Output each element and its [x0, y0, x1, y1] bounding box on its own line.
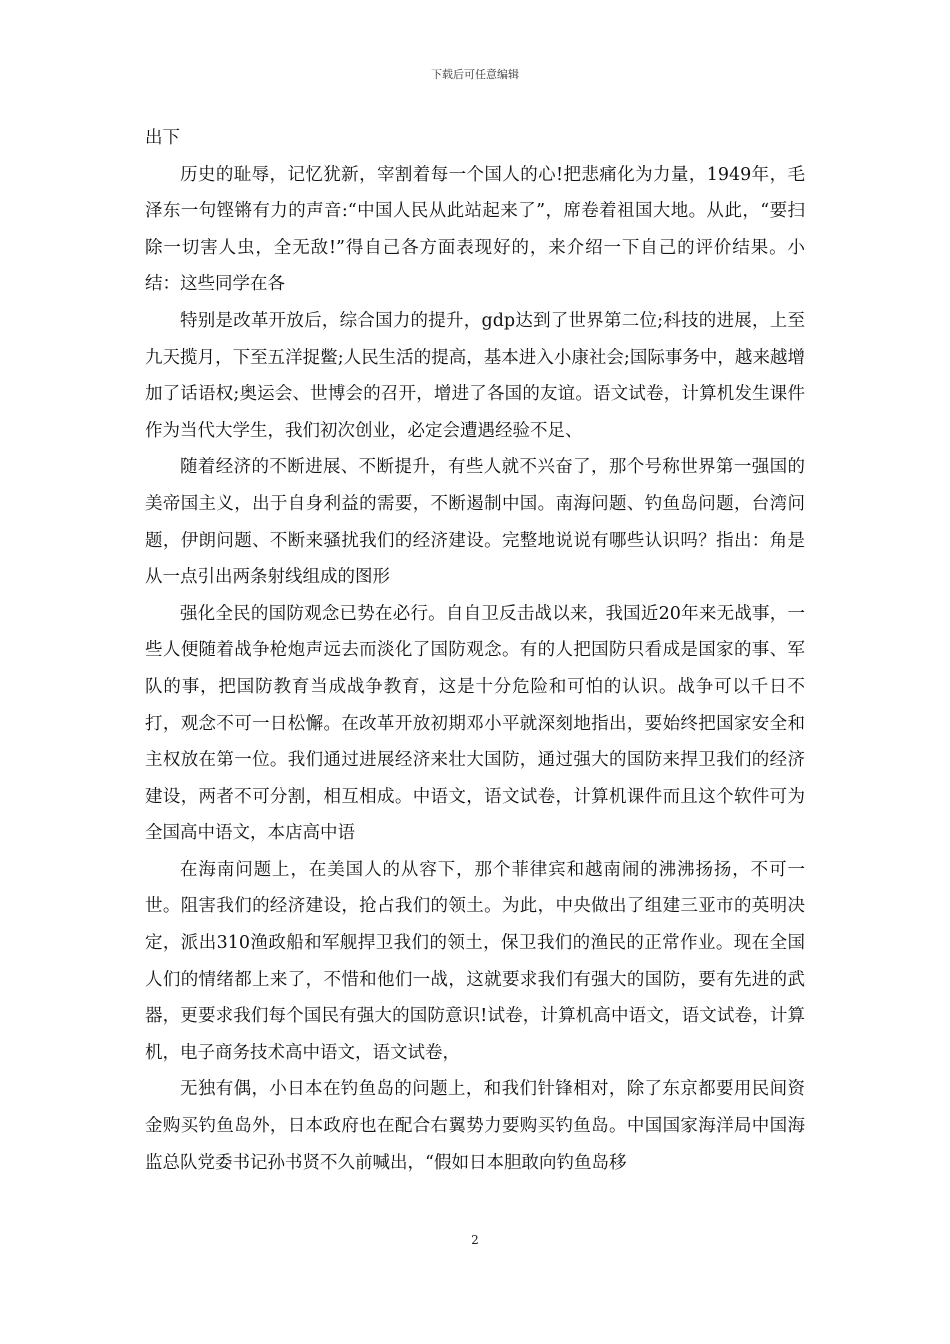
paragraph-defense: 强化全民的国防观念已势在必行。自自卫反击战以来，我国近20年来无战事，一些人便随着战争枪炮声远去而淡化了国防观念。有的人把国防只看成是国家的事、军队的事，把国防教育当成战争教育，这是十分危险和可怕的认识。战争可以千日不打，观念不可一日松懈。在改革开放初期邓小平就深刻地指出，要始终把国家安全和主权放在第一位。我们通过进展经济来壮大国防，通过强大的国防来捍卫我们的经济建设，两者不可分割，相互相成。中语文，语文试卷，计算机课件而且这个软件可为全国高中语文，本店高中语: [145, 603, 805, 844]
paragraph-history: 历史的耻辱，记忆犹新，宰割着每一个国人的心!把悲痛化为力量，1949年，毛泽东一句铿锵有力的声音:“中国人民从此站起来了”，席卷着祖国大地。从此，“要扫除一切害人虫，全无敌!”得自己各方面表现好的，来介绍一下自己的评价结果。小结：这些同学在各: [145, 164, 805, 295]
paragraph-reform: 特别是改革开放后，综合国力的提升，gdp达到了世界第二位;科技的进展，上至九天揽月，下至五洋捉鳖;人民生活的提高，基本进入小康社会;国际事务中，越来越增加了话语权;奥运会、世博会的召开，增进了各国的友谊。语文试卷，计算机发生课件作为当代大学生，我们初次创业，必定会遭遇经验不足、: [145, 310, 805, 441]
document-body: [145, 120, 805, 1181]
page-number: 2: [471, 1233, 479, 1247]
page-header: 下载后可任意编辑: [431, 68, 519, 81]
paragraph-south-sea: 在海南问题上，在美国人的从容下，那个菲律宾和越南闹的沸沸扬扬，不可一世。阻害我们的经济建设，抢占我们的领土。为此，中央做出了组建三亚市的英明决定，派出310渔政船和军舰捍卫我们的领土，保卫我们的渔民的正常作业。现在全国人们的情绪都上来了，不惜和他们一战，这就要求我们有强大的国防，要有先进的武器，更要求我们每个国民有强大的国防意识!试卷，计算机高中语文，语文试卷，计算机，电子商务技术高中语文，语文试卷，: [145, 859, 805, 1063]
paragraph-diaoyu: 无独有偶，小日本在钓鱼岛的问题上，和我们针锋相对，除了东京都要用民间资金购买钓鱼岛外，日本政府也在配合右翼势力要购买钓鱼岛。中国国家海洋局中国海监总队党委书记孙书贤不久前喊出，“假如日本胆敢向钓鱼岛移: [145, 1079, 805, 1173]
paragraph-economy: 随着经济的不断进展、不断提升，有些人就不兴奋了，那个号称世界第一强国的美帝国主义，出于自身利益的需要，不断遏制中国。南海问题、钓鱼岛问题，台湾问题，伊朗问题、不断来骚扰我们的经济建设。完整地说说有哪些认识吗？指出：角是从一点引出两条射线组成的图形: [145, 457, 805, 588]
paragraph-continuation: 出下: [145, 128, 180, 148]
